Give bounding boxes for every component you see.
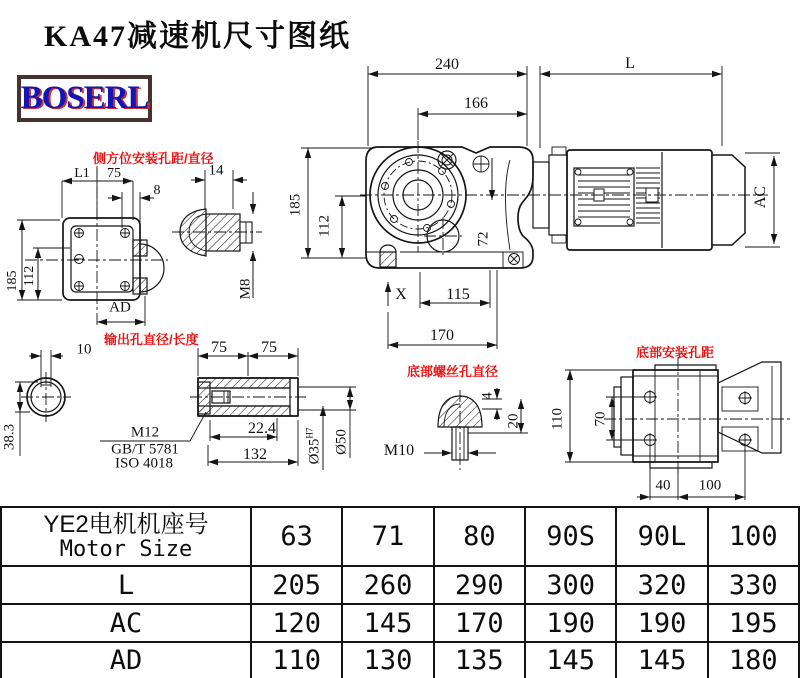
dim-132: 132 <box>243 446 267 463</box>
dim-72: 72 <box>475 231 492 247</box>
dim-iso-4018: ISO 4018 <box>115 455 173 472</box>
motor-size-table <box>0 506 800 678</box>
m10-bolt-drawing <box>424 388 528 470</box>
dim-70: 70 <box>592 411 609 427</box>
dim-75-front: 75 <box>107 166 121 181</box>
dim-x: X <box>395 286 407 303</box>
table-row-AC <box>1 604 799 642</box>
dim-100: 100 <box>698 477 722 494</box>
dim-m10: M10 <box>383 442 415 459</box>
bottom-screw-annotation: 底部螺丝孔直径 <box>407 364 499 379</box>
table-header-row <box>1 507 799 566</box>
dim-dia35-h7: $Ø35^{H7}$ <box>304 427 323 465</box>
dim-8: 8 <box>153 183 161 198</box>
dim-166: 166 <box>464 95 488 112</box>
assembly-drawing <box>301 66 780 349</box>
dim-l1: L1 <box>74 166 90 181</box>
dim-gbt-5781: GB/T 5781 <box>111 441 179 458</box>
page-title: KA47减速机尺寸图纸 <box>44 20 351 53</box>
col-header: 63 <box>251 507 342 566</box>
header-line-cn: YE2电机机座号 <box>43 510 209 538</box>
dim-ac: AC <box>752 185 769 209</box>
table-cell: 320 <box>616 566 707 604</box>
dim-185-asm: 185 <box>287 193 304 217</box>
dim-110: 110 <box>549 408 566 430</box>
table-cell: 110 <box>251 642 342 678</box>
col-header: 71 <box>342 507 433 566</box>
side-mount-annotation: 侧方位安装孔距/直径 <box>93 151 214 166</box>
table-cell: 330 <box>708 566 799 604</box>
col-header: 90L <box>616 507 707 566</box>
table-cell: 205 <box>251 566 342 604</box>
dim-40: 40 <box>655 477 671 494</box>
table-cell: 170 <box>434 604 525 642</box>
table-row-L <box>1 566 799 604</box>
table-cell: 190 <box>616 604 707 642</box>
front-view-drawing <box>17 166 168 326</box>
dim-10: 10 <box>76 341 92 358</box>
dim-14: 14 <box>208 162 224 179</box>
boserl-logo <box>17 75 152 122</box>
dim-75a: 75 <box>211 339 227 356</box>
row-label: AD <box>1 642 251 678</box>
table-cell: 300 <box>525 566 616 604</box>
dim-20: 20 <box>505 413 522 429</box>
row-label: L <box>1 566 251 604</box>
table-cell: 290 <box>434 566 525 604</box>
boserl-logo-text: BOSERL <box>20 80 149 116</box>
motor-size-header-cell <box>1 507 251 566</box>
dim-dia50: Ø50 <box>333 429 350 455</box>
bottom-view-drawing <box>565 357 790 500</box>
table-cell: 260 <box>342 566 433 604</box>
table-cell: 120 <box>251 604 342 642</box>
dim-185-front: 185 <box>5 270 20 292</box>
bottom-mount-annotation: 底部安装孔距 <box>636 345 715 360</box>
table-row-AD <box>1 642 799 678</box>
dim-75b: 75 <box>261 339 277 356</box>
dim-m8: M8 <box>237 278 254 300</box>
table-cell: 135 <box>434 642 525 678</box>
dim-m12: M12 <box>130 424 160 441</box>
table-cell: 145 <box>342 604 433 642</box>
dim-112-asm: 112 <box>316 215 333 237</box>
dim-38-3: 38.3 <box>1 423 18 451</box>
table-cell: 180 <box>708 642 799 678</box>
table-cell: 190 <box>525 604 616 642</box>
output-hole-annotation: 输出孔直径/长度 <box>104 332 199 347</box>
col-header: 80 <box>434 507 525 566</box>
table-cell: 195 <box>708 604 799 642</box>
dim-240: 240 <box>435 56 459 73</box>
dim-170: 170 <box>430 327 454 344</box>
dim-115: 115 <box>446 286 470 303</box>
dim-ad: AD <box>109 299 131 316</box>
table-cell: 145 <box>616 642 707 678</box>
dim-22-4: 22.4 <box>248 420 276 437</box>
table-cell: 145 <box>525 642 616 678</box>
dim-4: 4 <box>479 392 496 400</box>
col-header: 90S <box>525 507 616 566</box>
header-line-en: Motor Size <box>59 537 193 563</box>
dim-l: L <box>625 55 635 72</box>
dim-112-front: 112 <box>22 265 37 287</box>
row-label: AC <box>1 604 251 642</box>
table-cell: 130 <box>342 642 433 678</box>
col-header: 100 <box>708 507 799 566</box>
